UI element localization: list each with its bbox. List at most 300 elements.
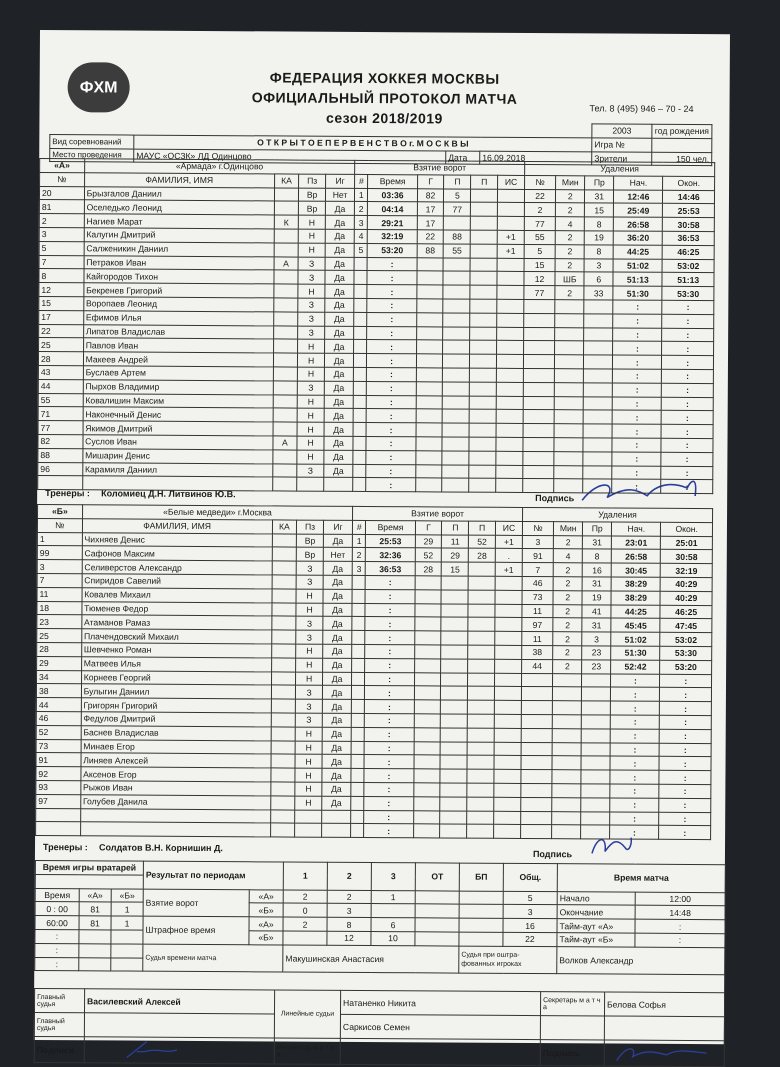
player-name: Карамиля Даниил: [82, 462, 272, 477]
penalty-col-header: Окон.: [663, 176, 715, 190]
penalty-player: [521, 770, 552, 784]
timekeeper-label: Судья времени матча: [143, 944, 283, 972]
penalty-minutes: 2: [553, 577, 582, 591]
goal-time: :: [367, 298, 416, 312]
penalty-reason: [582, 701, 611, 715]
goal-assist-2: [469, 478, 496, 492]
player-position: З: [296, 575, 323, 589]
gk-row-b: [111, 944, 143, 958]
player-played: Да: [322, 755, 351, 769]
player-position: З: [295, 713, 322, 727]
penalty-col-header: Пр: [583, 522, 612, 536]
penalty-end: :: [662, 355, 714, 369]
player-position: Н: [297, 436, 324, 450]
penalty-end: :: [661, 452, 713, 466]
goals-col-header: Время: [366, 520, 415, 534]
goal-situation: [496, 451, 523, 465]
penalty-start: :: [610, 825, 659, 839]
penalty-end: 36:53: [663, 231, 715, 245]
goal-index: [353, 464, 366, 478]
player-position: Вр: [299, 201, 326, 215]
penalty-player: [524, 327, 555, 341]
penalty-reason: 19: [582, 591, 611, 605]
penalty-col-header: Нач.: [612, 522, 661, 536]
penalty-end: :: [662, 397, 714, 411]
game-number-label: Игра №: [592, 138, 652, 152]
goal-index: [353, 367, 366, 381]
goal-index: [353, 423, 366, 437]
goal-situation: [497, 216, 524, 230]
goal-assist-2: [467, 755, 494, 769]
player-number: 28: [37, 642, 82, 656]
player-role: [274, 270, 299, 284]
goal-time: :: [365, 644, 414, 658]
penalty-player: [521, 673, 552, 687]
player-played: Да: [325, 271, 354, 285]
player-name: Селиверстов Александр: [82, 560, 272, 575]
goals-col-header: Г: [415, 521, 442, 535]
player-name: Матвеев Илья: [81, 657, 271, 672]
player-role: [272, 603, 297, 617]
penalty-reason: [583, 424, 612, 438]
penalty-minutes: 2: [553, 659, 582, 673]
goal-situation: [494, 769, 521, 783]
penalty-minutes: 2: [553, 632, 582, 646]
player-number: 7: [37, 573, 82, 587]
penalty-minutes: [552, 811, 581, 825]
goal-assist-2: [471, 216, 498, 230]
penalty-minutes: 4: [556, 217, 585, 231]
player-number: 3: [37, 560, 82, 574]
goal-assist-1: [441, 617, 468, 631]
player-played: Да: [324, 422, 353, 436]
player-played: Да: [325, 326, 354, 340]
score-a-ot: [415, 890, 459, 904]
goal-index: [354, 340, 367, 354]
player-name: Оселедько Леонид: [84, 200, 274, 215]
penalties-section-title: Удаления: [525, 161, 715, 176]
penalty-minutes: [555, 369, 584, 383]
player-name: Федулов Дмитрий: [81, 712, 271, 727]
penalty-row-label: Штрафное время: [143, 916, 249, 944]
goal-assist-1: [442, 576, 469, 590]
goal-scorer: 28: [415, 562, 442, 576]
score-a-p1: 2: [283, 890, 327, 904]
penalty-minutes: [552, 742, 581, 756]
player-position: Н: [295, 754, 322, 768]
penalty-start: :: [612, 466, 661, 480]
goal-assist-1: [440, 824, 467, 838]
score-b-ot: [415, 904, 459, 918]
penalty-minutes: 2: [553, 563, 582, 577]
penalty-start: 23:01: [612, 536, 661, 550]
goal-index: [353, 450, 366, 464]
player-played: [322, 810, 351, 824]
score-b-p3: [371, 904, 415, 918]
penalty-start: 51:30: [611, 646, 660, 660]
player-role: [272, 561, 297, 575]
penalty-end: :: [662, 342, 714, 356]
pim-a-p3: 6: [371, 918, 415, 932]
player-position: З: [296, 630, 323, 644]
player-name: Буслаев Артем: [83, 366, 273, 381]
player-number: 34: [37, 670, 82, 684]
goal-scorer: [416, 423, 443, 437]
player-number: 73: [36, 739, 81, 753]
player-position: Н: [295, 727, 322, 741]
goal-scorer: [414, 631, 441, 645]
player-name: Макеев Андрей: [83, 352, 273, 367]
penalty-reason: 33: [584, 286, 613, 300]
goal-assist-2: [467, 811, 494, 825]
penalty-reason: 41: [582, 604, 611, 618]
penalty-reason: [581, 784, 610, 798]
goal-assist-1: [443, 368, 470, 382]
goal-situation: [494, 797, 521, 811]
goal-index: [352, 644, 365, 658]
goal-situation: [495, 659, 522, 673]
player-played: Да: [325, 284, 354, 298]
penalty-player: [523, 451, 554, 465]
birth-year-label: год рождения: [652, 124, 712, 138]
penalty-box-judge: Волков Александр: [557, 946, 725, 975]
penalty-end: 47:45: [660, 619, 712, 633]
goal-index: 2: [354, 202, 367, 216]
goal-time: 04:14: [368, 202, 417, 216]
penalty-col-header: Нач.: [614, 176, 663, 190]
player-played: Да: [325, 340, 354, 354]
game-number: [652, 138, 712, 152]
player-position: Н: [297, 395, 324, 409]
penalty-end: 40:29: [660, 591, 712, 605]
penalty-reason: [581, 811, 610, 825]
goal-situation: [497, 341, 524, 355]
goal-assist-1: [443, 354, 470, 368]
linesman-1: Натаненко Никита: [340, 990, 540, 1015]
goal-assist-2: [467, 728, 494, 742]
goal-scorer: 88: [417, 244, 444, 258]
timeout-a: :: [635, 919, 725, 933]
roster-col-header: №: [37, 518, 82, 532]
shootout-header: БП: [459, 863, 503, 891]
team-name: «Белые медведи» г.Москва: [82, 505, 352, 520]
penalty-reason: [581, 798, 610, 812]
player-role: [271, 768, 296, 782]
score-a-so: [459, 891, 503, 905]
player-role: [272, 463, 297, 477]
goal-scorer: 52: [415, 548, 442, 562]
goal-assist-2: [471, 189, 498, 203]
player-number: 1: [37, 532, 82, 546]
player-name: Калугин Дмитрий: [84, 228, 274, 243]
player-number: 25: [37, 629, 82, 643]
player-name: Петраков Иван: [84, 255, 274, 270]
penalty-player: [521, 811, 552, 825]
player-number: 22: [39, 324, 84, 338]
inspector-label: Инспектор м а т ч а: [274, 1038, 340, 1064]
player-name: Рыжов Иван: [81, 781, 271, 796]
penalty-end: :: [662, 314, 714, 328]
goal-assist-1: [442, 478, 469, 492]
team-b-coaches: Солдатов В.Н. Корнишин Д.: [98, 842, 223, 854]
player-position: З: [298, 326, 325, 340]
goal-assist-1: [441, 659, 468, 673]
pim-a-total: 16: [503, 919, 557, 933]
penalty-minutes: [555, 313, 584, 327]
penalty-minutes: [554, 424, 583, 438]
player-name: Аксенов Егор: [81, 767, 271, 782]
penalty-start: :: [612, 397, 661, 411]
penalty-minutes: [554, 382, 583, 396]
player-role: [274, 201, 299, 215]
penalty-minutes: [554, 410, 583, 424]
penalty-end: 51:13: [662, 273, 714, 287]
team-a-sign-label: Подпись: [535, 493, 575, 504]
goal-assist-1: [442, 423, 469, 437]
penalty-start: :: [610, 743, 659, 757]
goal-assist-2: [470, 258, 497, 272]
penalty-start: :: [612, 438, 661, 452]
goal-index: [352, 575, 365, 589]
penalty-col-header: Мин: [554, 521, 583, 535]
goal-situation: +1: [495, 535, 522, 549]
goal-scorer: [416, 395, 443, 409]
player-position: З: [296, 699, 323, 713]
goal-scorer: [416, 354, 443, 368]
goal-assist-1: [441, 728, 468, 742]
penalty-player: [521, 825, 552, 839]
penalty-minutes: [552, 770, 581, 784]
penalty-end: 14:46: [663, 190, 715, 204]
penalty-end: :: [659, 812, 711, 826]
player-role: К: [274, 215, 299, 229]
gk-row-a: 81: [79, 902, 111, 916]
penalty-start: :: [610, 784, 659, 798]
pim-b-total: 22: [503, 932, 557, 946]
player-role: [273, 284, 298, 298]
penalty-minutes: [554, 465, 583, 479]
penalty-player: [521, 687, 552, 701]
penalty-player: 22: [524, 189, 555, 203]
player-name: Воропаев Леонид: [83, 297, 273, 312]
goal-index: 1: [352, 534, 365, 548]
goal-scorer: [416, 409, 443, 423]
player-played: Да: [323, 561, 352, 575]
goal-scorer: [417, 271, 444, 285]
goal-time: 29:21: [368, 216, 417, 230]
goal-situation: .: [495, 549, 522, 563]
player-played: Да: [322, 741, 351, 755]
player-role: [273, 381, 298, 395]
goal-assist-1: [440, 783, 467, 797]
goal-assist-1: [441, 686, 468, 700]
penalty-start: 30:45: [611, 563, 660, 577]
place-label: Место проведения: [50, 148, 134, 162]
goals-row-label: Взятие ворот: [143, 889, 249, 917]
roster-col-header: КА: [274, 174, 299, 188]
penalty-reason: 19: [584, 231, 613, 245]
result-title: Результат по периодам: [143, 861, 283, 889]
goal-assist-2: [468, 645, 495, 659]
player-played: Да: [322, 727, 351, 741]
goal-index: [351, 700, 364, 714]
goal-scorer: [415, 464, 442, 478]
goal-index: [351, 755, 364, 769]
goal-assist-2: [470, 313, 497, 327]
player-number: [36, 808, 81, 822]
penalty-reason: 6: [584, 272, 613, 286]
penalty-end: :: [660, 743, 712, 757]
goal-index: [352, 617, 365, 631]
player-role: [272, 534, 297, 548]
gk-row-a: [79, 957, 111, 971]
goal-index: 3: [354, 216, 367, 230]
player-number: 20: [39, 186, 84, 200]
penalty-end: :: [662, 411, 714, 425]
goal-situation: [494, 728, 521, 742]
player-number: 44: [36, 698, 81, 712]
goal-scorer: [413, 824, 440, 838]
player-name: Брызгалов Даниил: [84, 186, 274, 201]
player-played: Нет: [325, 188, 354, 202]
player-name: Линяев Алексей: [81, 753, 271, 768]
gk-col-time: Время: [35, 888, 79, 902]
player-role: [274, 243, 299, 257]
penalties-section-title: Удаления: [522, 507, 712, 522]
player-name: [82, 476, 272, 491]
player-number: 81: [39, 200, 84, 214]
penalty-player: [521, 742, 552, 756]
goal-time: 36:53: [366, 562, 415, 576]
goals-section-title: Взятие ворот: [355, 160, 525, 175]
player-name: Ковалишин Максим: [83, 393, 273, 408]
fhm-logo: ФХМ: [67, 62, 129, 112]
player-name: Булыгин Даниил: [81, 684, 271, 699]
player-played: Да: [323, 617, 352, 631]
penalty-end: 40:29: [661, 577, 713, 591]
goal-time: :: [367, 312, 416, 326]
secretary-sign-label: Подпись: [540, 1040, 604, 1066]
goal-assist-1: 5: [444, 189, 471, 203]
goal-index: [354, 298, 367, 312]
penalty-start: 25:49: [614, 203, 663, 217]
goal-situation: [496, 423, 523, 437]
player-played: Да: [324, 353, 353, 367]
penalty-end: 46:25: [660, 605, 712, 619]
gk-row-b: [111, 958, 143, 972]
player-role: [272, 547, 297, 561]
player-number: 11: [37, 587, 82, 601]
total-header: Общ.: [503, 863, 557, 891]
player-name: Наконечный Денис: [83, 407, 273, 422]
player-played: Да: [325, 215, 354, 229]
goal-time: :: [365, 700, 414, 714]
goal-time: :: [365, 686, 414, 700]
goal-assist-2: [467, 742, 494, 756]
goal-time: :: [364, 769, 413, 783]
player-number: 97: [36, 794, 81, 808]
goal-index: 4: [354, 229, 367, 243]
goal-index: 1: [355, 188, 368, 202]
head-referee-2-label: Главный судья: [34, 1012, 84, 1036]
goal-assist-2: [467, 797, 494, 811]
goal-assist-1: 11: [442, 535, 469, 549]
player-name: Тюменев Федор: [82, 601, 272, 616]
player-role: [273, 422, 298, 436]
row-team-a: «А»: [249, 917, 283, 931]
phone-number: Тел. 8 (495) 946 – 70 - 24: [589, 103, 694, 114]
player-played: Да: [325, 243, 354, 257]
player-position: З: [298, 298, 325, 312]
goal-assist-2: [468, 590, 495, 604]
penalty-reason: [583, 410, 612, 424]
penalty-player: 77: [524, 217, 555, 231]
gk-row-a: 81: [79, 916, 111, 930]
goal-scorer: 17: [417, 216, 444, 230]
player-role: [273, 367, 298, 381]
penalty-player: 77: [524, 286, 555, 300]
penalty-minutes: [554, 396, 583, 410]
penalty-start: 51:02: [613, 259, 662, 273]
player-role: [273, 298, 298, 312]
player-name: Пырхов Владимир: [83, 380, 273, 395]
gk-col-b: «Б»: [111, 889, 143, 903]
goal-index: [351, 782, 364, 796]
goal-assist-1: [443, 299, 470, 313]
goal-assist-2: [470, 244, 497, 258]
goal-assist-2: [470, 299, 497, 313]
goal-index: [351, 810, 364, 824]
penalty-end: :: [661, 480, 713, 494]
penalty-end: :: [662, 383, 714, 397]
penalty-player: [523, 382, 554, 396]
period-1-header: 1: [283, 862, 327, 890]
penalty-start: :: [613, 314, 662, 328]
penalty-reason: [584, 327, 613, 341]
goal-index: [351, 796, 364, 810]
gk-row-time: :: [35, 929, 79, 943]
player-played: Да: [322, 796, 351, 810]
player-role: [271, 671, 296, 685]
penalty-player: [523, 437, 554, 451]
goal-assist-1: [441, 700, 468, 714]
penalty-end: 25:53: [663, 204, 715, 218]
penalty-start: :: [613, 341, 662, 355]
timeout-a-label: Тайм-аут «А»: [557, 919, 635, 933]
goal-situation: [497, 299, 524, 313]
penalty-minutes: [552, 825, 581, 839]
penalty-start: 51:30: [613, 286, 662, 300]
goal-assist-2: [467, 824, 494, 838]
goal-time: :: [365, 713, 414, 727]
goal-time: :: [365, 727, 414, 741]
goal-assist-2: [468, 686, 495, 700]
player-position: Н: [296, 658, 323, 672]
goals-col-header: П: [442, 521, 469, 535]
goal-index: [354, 354, 367, 368]
player-role: [274, 229, 299, 243]
penalty-start: 44:25: [613, 245, 662, 259]
player-role: [272, 575, 297, 589]
goal-scorer: [415, 478, 442, 492]
player-name: Ковалев Михаил: [82, 588, 272, 603]
birth-year: 2003: [592, 124, 652, 138]
penalty-player: [521, 701, 552, 715]
player-played: [322, 824, 351, 838]
goal-index: [351, 741, 364, 755]
player-played: Да: [323, 534, 352, 548]
player-name: Корнеев Георгий: [81, 670, 271, 685]
